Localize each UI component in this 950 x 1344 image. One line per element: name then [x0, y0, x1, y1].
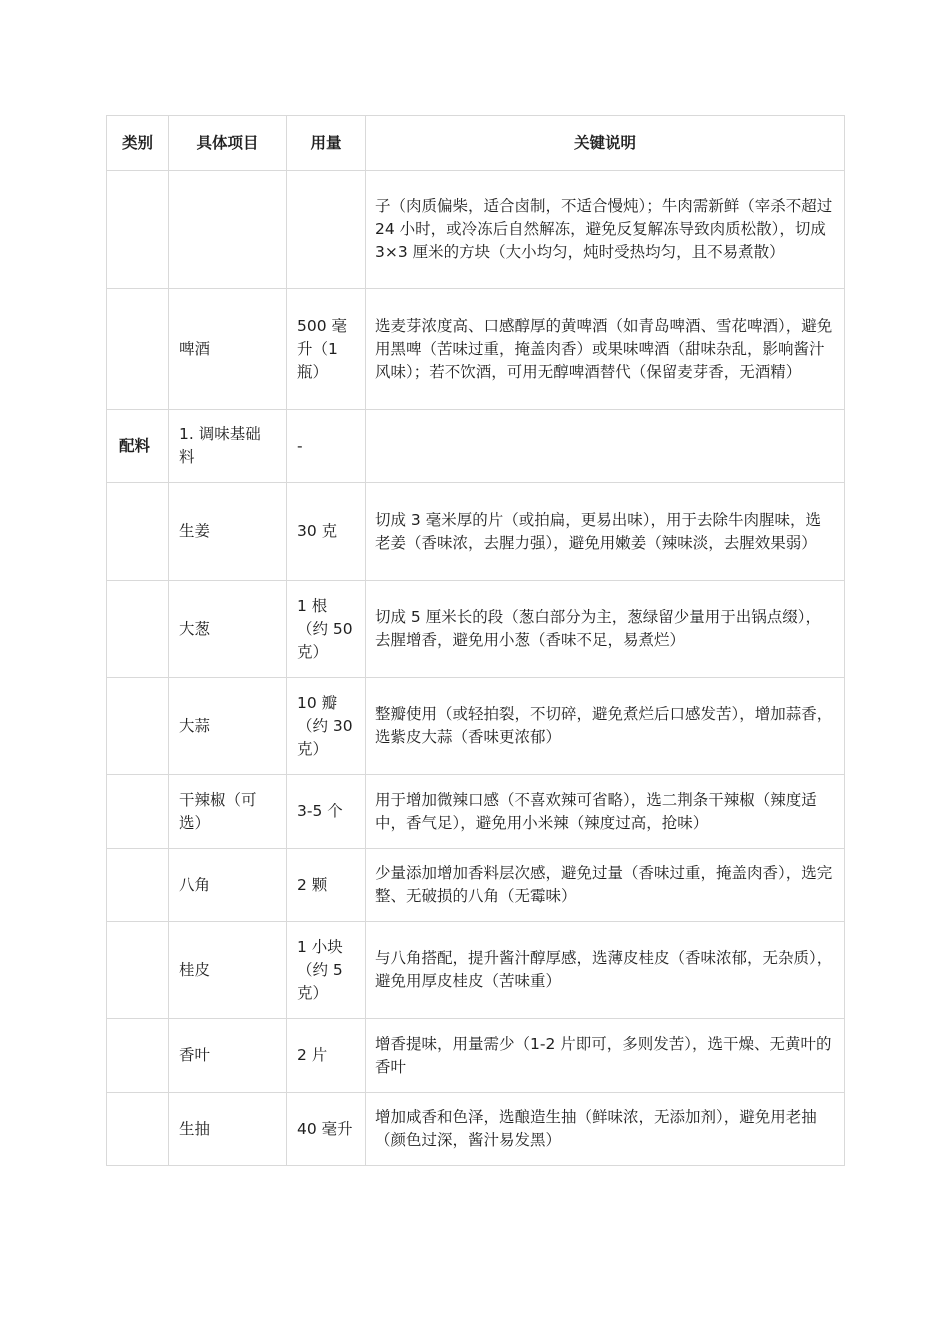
table-row: [107, 483, 845, 581]
table-row: [107, 922, 845, 1019]
item-cell: 香叶: [169, 1019, 287, 1093]
header-category: 类别: [107, 116, 169, 171]
item-cell: 大葱: [169, 581, 287, 678]
category-cell: [107, 775, 169, 849]
note-cell: 整瓣使用（或轻拍裂，不切碎，避免煮烂后口感发苦），增加蒜香，选紫皮大蒜（香味更浓郁）: [366, 678, 845, 775]
category-cell: [107, 171, 169, 289]
table-row: [107, 849, 845, 922]
amount-cell: 30 克: [287, 483, 366, 581]
note-cell: [366, 410, 845, 483]
amount-cell: 2 片: [287, 1019, 366, 1093]
category-cell: [107, 289, 169, 410]
note-cell: 用于增加微辣口感（不喜欢辣可省略），选二荆条干辣椒（辣度适中，香气足），避免用小米辣（辣度过高，抢味）: [366, 775, 845, 849]
category-cell: [107, 1019, 169, 1093]
table-header-row: [107, 116, 845, 171]
amount-cell: 40 毫升: [287, 1093, 366, 1166]
category-cell: 配料: [107, 410, 169, 483]
category-cell: [107, 581, 169, 678]
note-cell: 切成 3 毫米厚的片（或拍扁，更易出味），用于去除牛肉腥味，选老姜（香味浓，去腥力强），避免用嫩姜（辣味淡，去腥效果弱）: [366, 483, 845, 581]
table-row: [107, 581, 845, 678]
amount-cell: 500 毫升（1瓶）: [287, 289, 366, 410]
amount-cell: 1 根（约 50 克）: [287, 581, 366, 678]
note-cell: 与八角搭配，提升酱汁醇厚感，选薄皮桂皮（香味浓郁，无杂质），避免用厚皮桂皮（苦味重）: [366, 922, 845, 1019]
item-cell: 干辣椒（可选）: [169, 775, 287, 849]
category-cell: [107, 678, 169, 775]
note-cell: 选麦芽浓度高、口感醇厚的黄啤酒（如青岛啤酒、雪花啤酒），避免用黑啤（苦味过重，掩盖肉香）或果味啤酒（甜味杂乱，影响酱汁风味）；若不饮酒，可用无醇啤酒替代（保留麦芽香，无酒精）: [366, 289, 845, 410]
amount-cell: 10 瓣（约 30 克）: [287, 678, 366, 775]
table-row: [107, 289, 845, 410]
amount-cell: -: [287, 410, 366, 483]
item-cell: 桂皮: [169, 922, 287, 1019]
note-cell: 少量添加增加香料层次感，避免过量（香味过重，掩盖肉香），选完整、无破损的八角（无霉味）: [366, 849, 845, 922]
item-cell: [169, 171, 287, 289]
amount-cell: 2 颗: [287, 849, 366, 922]
table-row: [107, 410, 845, 483]
table-row: [107, 1093, 845, 1166]
ingredients-table: [106, 115, 845, 1166]
amount-cell: 3-5 个: [287, 775, 366, 849]
header-note: 关键说明: [366, 116, 845, 171]
table-row: [107, 171, 845, 289]
category-cell: [107, 483, 169, 581]
item-cell: 大蒜: [169, 678, 287, 775]
note-cell: 子（肉质偏柴，适合卤制，不适合慢炖）；牛肉需新鲜（宰杀不超过 24 小时，或冷冻后自然解冻，避免反复解冻导致肉质松散），切成 3×3 厘米的方块（大小均匀，炖时受热均匀，且不易煮散）: [366, 171, 845, 289]
category-cell: [107, 922, 169, 1019]
table-row: [107, 1019, 845, 1093]
item-cell: 啤酒: [169, 289, 287, 410]
header-item: 具体项目: [169, 116, 287, 171]
table-row: [107, 678, 845, 775]
note-cell: 切成 5 厘米长的段（葱白部分为主，葱绿留少量用于出锅点缀），去腥增香，避免用小葱（香味不足，易煮烂）: [366, 581, 845, 678]
category-cell: [107, 849, 169, 922]
amount-cell: 1 小块（约 5 克）: [287, 922, 366, 1019]
item-cell: 1. 调味基础料: [169, 410, 287, 483]
note-cell: 增香提味，用量需少（1-2 片即可，多则发苦），选干燥、无黄叶的香叶: [366, 1019, 845, 1093]
note-cell: 增加咸香和色泽，选酿造生抽（鲜味浓，无添加剂），避免用老抽（颜色过深，酱汁易发黑）: [366, 1093, 845, 1166]
item-cell: 八角: [169, 849, 287, 922]
amount-cell: [287, 171, 366, 289]
item-cell: 生姜: [169, 483, 287, 581]
item-cell: 生抽: [169, 1093, 287, 1166]
table-row: [107, 775, 845, 849]
category-cell: [107, 1093, 169, 1166]
header-amount: 用量: [287, 116, 366, 171]
